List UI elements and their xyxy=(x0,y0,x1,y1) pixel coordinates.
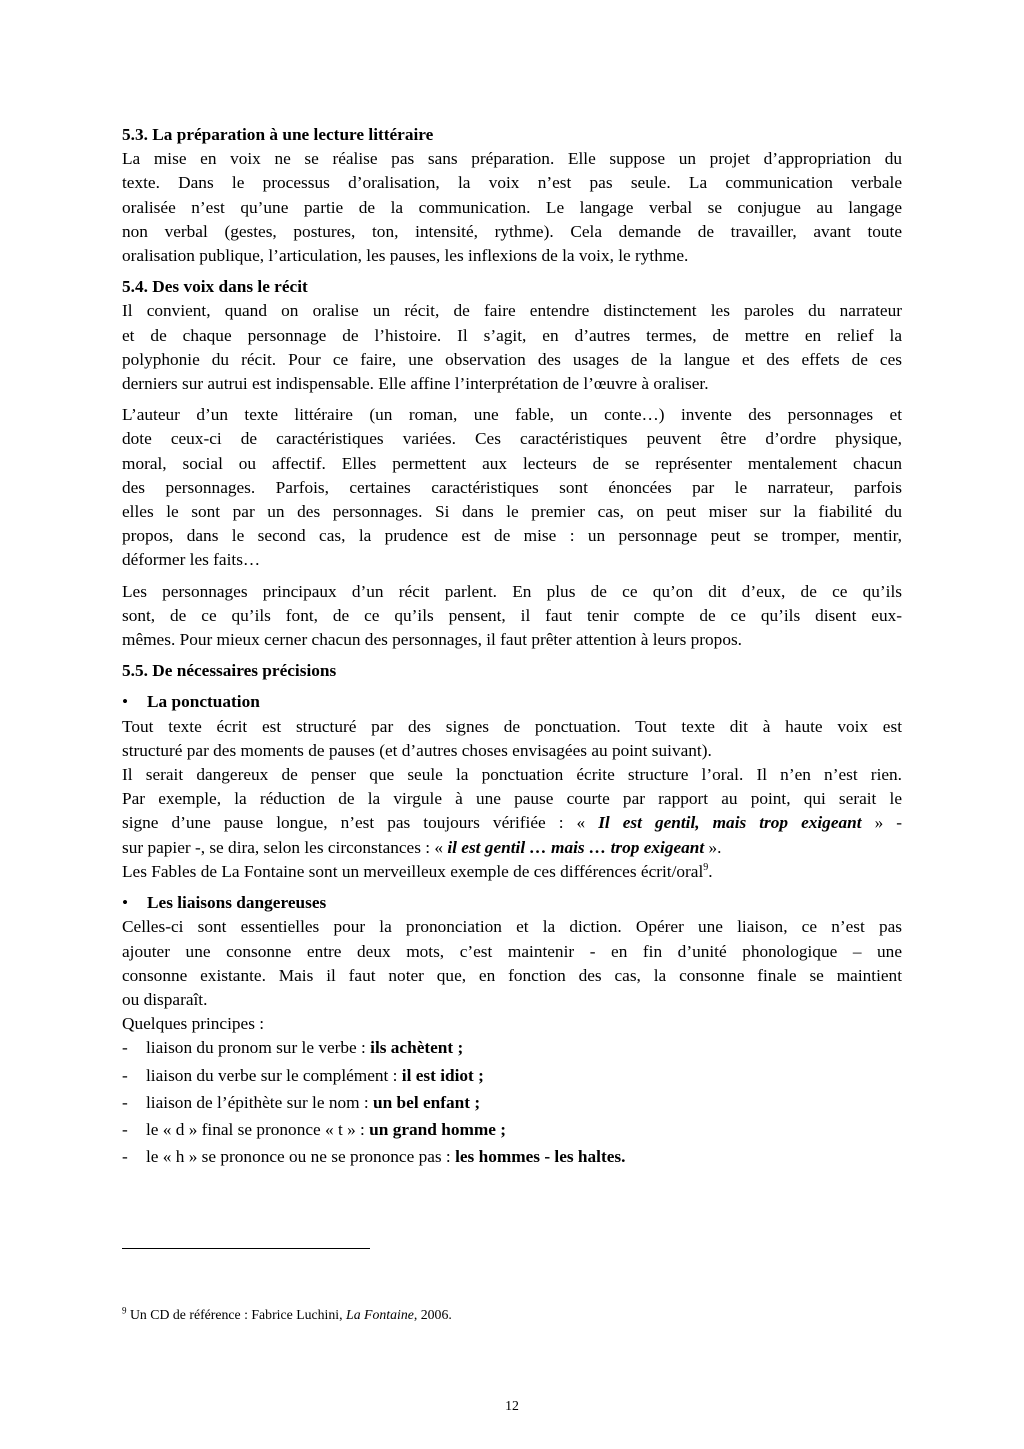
footnote xyxy=(122,1306,452,1324)
text-line: L’auteur d’un texte littéraire (un roman, une fable, un conte…) invente des personnages et xyxy=(122,405,902,425)
bullet-icon: • xyxy=(122,893,129,913)
text-line: texte. Dans le processus d’oralisation, la voix n’est pas seule. La communication verbale xyxy=(122,173,902,193)
subheading-liaisons xyxy=(122,891,902,915)
text-line: polyphonie du récit. Pour ce faire, une observation des usages de la langue et des effets de ces xyxy=(122,349,902,369)
text-line: des personnages. Parfois, certaines caractéristiques sont énoncées par le narrateur, parfois xyxy=(122,477,902,497)
item-text: le « h » se prononce ou ne se prononce pas : xyxy=(146,1147,456,1167)
list-item xyxy=(122,1064,902,1088)
list-item xyxy=(122,1145,902,1169)
text-line: Il convient, quand on oralise un récit, de faire entendre distinctement les paroles du narrateur xyxy=(122,301,902,321)
section-heading-5-5: 5.5. De nécessaires précisions xyxy=(122,661,337,681)
text-run: signe d’une pause longue, n’est pas toujours vérifiée : « xyxy=(122,813,599,833)
paragraph-5-3 xyxy=(122,147,902,268)
subheading-label: Les liaisons dangereuses xyxy=(147,893,327,913)
item-text: liaison du pronom sur le verbe : xyxy=(146,1038,371,1058)
emphasis-example: Il est gentil, mais trop exigeant xyxy=(598,813,862,833)
footnote-text: Un CD de référence : Fabrice Luchini, xyxy=(126,1307,347,1322)
dash-marker: - xyxy=(122,1119,128,1139)
text-run: sur papier -, se dira, selon les circonstances : « xyxy=(122,837,448,857)
text-line: structuré par des moments de pauses (et d’autres choses envisagées au point suivant). xyxy=(122,740,712,760)
list-item xyxy=(122,1036,902,1060)
list-item xyxy=(122,1091,902,1115)
text-line: Par exemple, la réduction de la virgule à une pause courte par rapport au point, qui serait le xyxy=(122,789,902,809)
item-text: liaison de l’épithète sur le nom : xyxy=(146,1092,374,1112)
text-line: moral, social ou affectif. Elles permettent aux lecteurs de se représenter mentalement chacun xyxy=(122,453,902,473)
item-text: le « d » final se prononce « t » : xyxy=(146,1119,370,1139)
paragraph-ponctuation xyxy=(122,715,902,884)
text-line: La mise en voix ne se réalise pas sans préparation. Elle suppose un projet d’appropriation du xyxy=(122,149,902,169)
list-item xyxy=(122,1118,902,1142)
item-example: il est idiot ; xyxy=(401,1065,484,1085)
item-example: les hommes - les haltes. xyxy=(455,1147,626,1167)
text-line: Celles-ci sont essentielles pour la prononciation et la diction. Opérer une liaison, ce n’est pas xyxy=(122,917,902,937)
subheading-label: La ponctuation xyxy=(147,692,260,712)
dash-marker: - xyxy=(122,1065,128,1085)
footnote-number: 9 xyxy=(122,1305,127,1316)
bullet-icon: • xyxy=(122,692,129,712)
text-line: Tout texte écrit est structuré par des signes de ponctuation. Tout texte dit à haute voix est xyxy=(122,716,902,736)
text-line: mêmes. Pour mieux cerner chacun des personnages, il faut prêter attention à leurs propos. xyxy=(122,630,742,650)
section-heading-5-4: 5.4. Des voix dans le récit xyxy=(122,277,308,297)
text-line xyxy=(122,811,902,835)
text-line: consonne existante. Mais il faut noter que, en fonction des cas, la consonne finale se maintient xyxy=(122,965,902,985)
text-line: Il serait dangereux de penser que seule la ponctuation écrite structure l’oral. Il n’en n’est rien. xyxy=(122,765,902,785)
text-line xyxy=(122,860,902,884)
text-line: oralisée n’est qu’une partie de la communication. Le langage verbal se conjugue au langage xyxy=(122,197,902,217)
text-line: oralisation publique, l’articulation, les pauses, les inflexions de la voix, le rythme. xyxy=(122,246,689,266)
dash-marker: - xyxy=(122,1038,128,1058)
paragraph-5-4-3 xyxy=(122,580,902,653)
footnote-title: La Fontaine xyxy=(346,1307,414,1322)
paragraph-5-4-2 xyxy=(122,403,902,572)
text-line: Quelques principes : xyxy=(122,1014,265,1034)
item-text: liaison du verbe sur le complément : xyxy=(146,1065,402,1085)
footnote-ref[interactable]: 9 xyxy=(703,862,709,874)
page-number: 12 xyxy=(505,1398,519,1413)
text-line: dote ceux-ci de caractéristiques variées. Ces caractéristiques peuvent être d’ordre physique, xyxy=(122,429,902,449)
text-line: ou disparaît. xyxy=(122,989,208,1009)
text-line xyxy=(122,836,902,860)
text-line: déformer les faits… xyxy=(122,550,261,570)
paragraph-liaisons xyxy=(122,915,902,1036)
text-run: . xyxy=(708,861,713,881)
text-run: ». xyxy=(704,837,722,857)
principles-list xyxy=(122,1036,902,1169)
paragraph-5-4-1 xyxy=(122,299,902,396)
text-line: Les personnages principaux d’un récit parlent. En plus de ce qu’on dit d’eux, de ce qu’ils xyxy=(122,581,902,601)
text-line: elles le sont par un des personnages. Si dans le premier cas, on peut miser sur la fiabilité du xyxy=(122,502,902,522)
text-line: ajouter une consonne entre deux mots, c’est maintenir - en fin d’unité phonologique – une xyxy=(122,941,902,961)
section-heading-5-3: 5.3. La préparation à une lecture littéraire xyxy=(122,125,434,144)
text-line: et de chaque personnage de l’histoire. Il s’agit, en d’autres termes, de mettre en relief la xyxy=(122,325,902,345)
item-example: ils achètent ; xyxy=(370,1038,464,1058)
item-example: un grand homme ; xyxy=(369,1119,506,1139)
text-line: sont, de ce qu’ils font, de ce qu’ils pensent, il faut tenir compte de ce qu’ils disent eux- xyxy=(122,605,902,625)
subheading-ponctuation xyxy=(122,690,902,714)
text-line: non verbal (gestes, postures, ton, intensité, rythme). Cela demande de travailler, avant toute xyxy=(122,221,902,241)
text-run: » - xyxy=(861,813,902,833)
text-line: derniers sur autrui est indispensable. Elle affine l’interprétation de l’œuvre à oraliser. xyxy=(122,374,709,394)
emphasis-example: il est gentil … mais … trop exigeant xyxy=(447,837,705,857)
page-content xyxy=(122,123,902,1172)
footnote-text-end: , 2006. xyxy=(413,1307,452,1322)
footnote-separator xyxy=(122,1248,370,1249)
item-example: un bel enfant ; xyxy=(373,1092,481,1112)
text-line: propos, dans le second cas, la prudence est de mise : un personnage peut se tromper, mentir, xyxy=(122,526,902,546)
dash-marker: - xyxy=(122,1147,128,1167)
dash-marker: - xyxy=(122,1092,128,1112)
text-run: Les Fables de La Fontaine sont un merveilleux exemple de ces différences écrit/oral xyxy=(122,861,704,881)
